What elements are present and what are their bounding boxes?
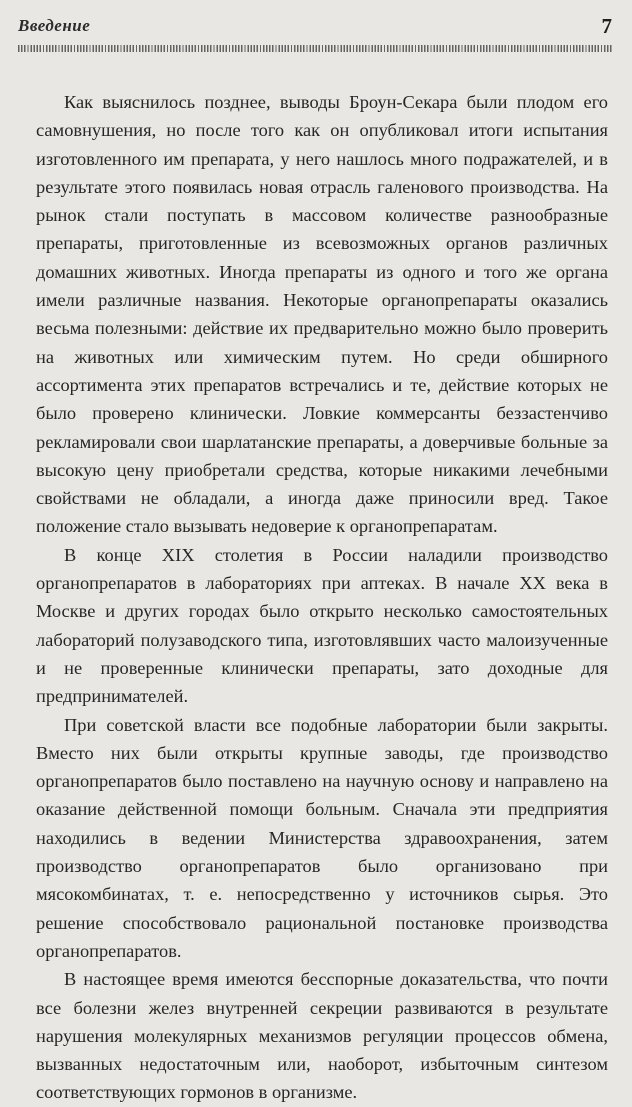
paragraph-3: При советской власти все подобные лаборатории были закрыты. Вместо них были открыты крупные заводы, где производство органопрепаратов было поставлено на научную основу и направлено на оказание действенной помощи больным. Сначала эти предприятия находились в ведении Министерства здравоохранения, затем производство органопрепаратов было организовано при мясокомбинатах, т. е. непосредственно у источников сырья. Это решение способствовало рациональной постановке производства органопрепаратов. — [36, 714, 608, 961]
section-title: Введение — [18, 16, 91, 35]
paragraph-4: В настоящее время имеются бесспорные доказательства, что почти все болезни желез внутренней секреции развиваются в результате нарушения молекулярных механизмов регуляции процессов обмена, вызванных недостаточным или, наоборот, избыточным синтезом соответствующих гормонов в организме. — [36, 969, 608, 1103]
paragraph-1: Как выяснилось позднее, выводы Броун-Секара были плодом его самовнушения, но после того как он опубликовал итоги испытания изготовленного им препарата, у него нашлось много подражателей, и в результате этого появилась новая отрасль галенового производства. На рынок стали поступать в массовом количестве разнообразные препараты, приготовленные из всевозможных органов различных домашних животных. Иногда препараты из одного и того же органа имели различные названия. Некоторые органопрепараты оказались весьма полезными: действие их предварительно можно было проверить на животных или химическим путем. Но среди обширного ассортимента этих препаратов встречались и те, действие которых не было проверено клинически. Ловкие коммерсанты беззастенчиво рекламировали свои шарлатанские препараты, а доверчивые больные за высокую цену приобретали средства, которые никакими лечебными свойствами не обладали, а иногда даже приносили вред. Такое положение стало вызывать недоверие к органопрепаратам. — [36, 92, 608, 537]
header-divider — [18, 45, 612, 52]
paragraph-2: В конце XIX столетия в России наладили производство органопрепаратов в лабораториях при аптеках. В начале XX века в Москве и других городах было открыто несколько самостоятельных лабораторий полузаводского типа, изготовлявших часто малоизученные и не проверенные клинически препараты, зато доходные для предпринимателей. — [36, 544, 608, 707]
page-number: 7 — [601, 14, 612, 38]
running-head — [18, 14, 612, 58]
body-text — [36, 88, 608, 1107]
